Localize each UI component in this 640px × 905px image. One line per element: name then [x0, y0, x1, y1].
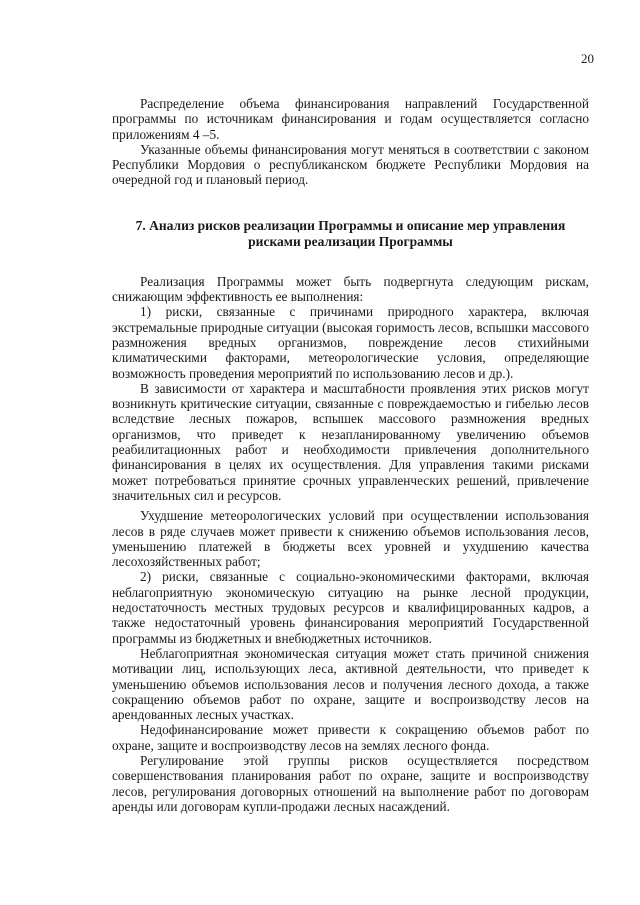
intro-paragraph-financing-changes: Указанные объемы финансирования могут меняться в соответствии с законом Республики Мордовия о республиканском бюджете Республики Мордовия на очередной год и плановый период.: [112, 141, 589, 188]
body-paragraph: Ухудшение метеорологических условий при осуществлении использования лесов в ряде случаев может привести к снижению объемов использования лесов, уменьшению платежей в бюджеты всех уровней и ухудшению качества лесохозяйственных работ;: [112, 508, 589, 570]
body-paragraph: Реализация Программы может быть подвергнута следующим рискам, снижающим эффективность ее выполнения:: [112, 273, 589, 305]
body-paragraph: Недофинансирование может привести к сокращению объемов работ по охране, защите и воспроизводству лесов на землях лесного фонда.: [112, 722, 589, 753]
body-paragraph: Неблагоприятная экономическая ситуация может стать причиной снижения мотивации лиц, использующих леса, активной деятельности, что приведет к уменьшению объемов использования лесов и получения лесного дохода, а также сокращению объемов работ по охране, защите и воспроизводству лесов на арендованных лесных участках.: [112, 645, 589, 723]
body-paragraph: В зависимости от характера и масштабности проявления этих рисков могут возникнуть критические ситуации, связанные с повреждаемостью и гибелью лесов вследствие лесных пожаров, вспышек массового размножения вредных организмов, что приведет к незапланированному увеличению объемов реабилитационных работ и необходимости привлечения дополнительного финансирования в целях их осуществления. Для управления такими рисками может потребоваться принятие срочных управленческих решений, привлечение значительных сил и ресурсов.: [112, 380, 589, 503]
intro-paragraph-financing-distribution: Распределение объема финансирования направлений Государственной программы по источникам финансирования и годам осуществляется согласно приложениям 4 –5.: [112, 96, 589, 142]
page-number: 20: [581, 51, 594, 66]
section-title: 7. Анализ рисков реализации Программы и описание мер управления рисками реализации Программы: [135, 217, 566, 249]
body-paragraph: Регулирование этой группы рисков осуществляется посредством совершенствования планирования работ по охране, защите и воспроизводству лесов, регулирования договорных отношений на выполнение работ по договорам аренды или договорам купли-продажи лесных насаждений.: [112, 752, 589, 814]
page-content: [112, 96, 589, 814]
body-paragraph: 2) риски, связанные с социально-экономическими факторами, включая неблагоприятную экономическую ситуацию на рынке лесной продукции, недостаточность местных трудовых ресурсов и квалифицированных кадров, а также недостаточный уровень финансирования мероприятий Государственной программы из бюджетных и внебюджетных источников.: [112, 569, 589, 646]
body-paragraph: 1) риски, связанные с причинами природного характера, включая экстремальные природные ситуации (высокая горимость лесов, вспышки массового размножения вредных организмов, повреждение лесов стихийными климатическими факторами, метеорологические условия, определяющие возможность проведения мероприятий по использованию лесов и др.).: [112, 304, 589, 381]
